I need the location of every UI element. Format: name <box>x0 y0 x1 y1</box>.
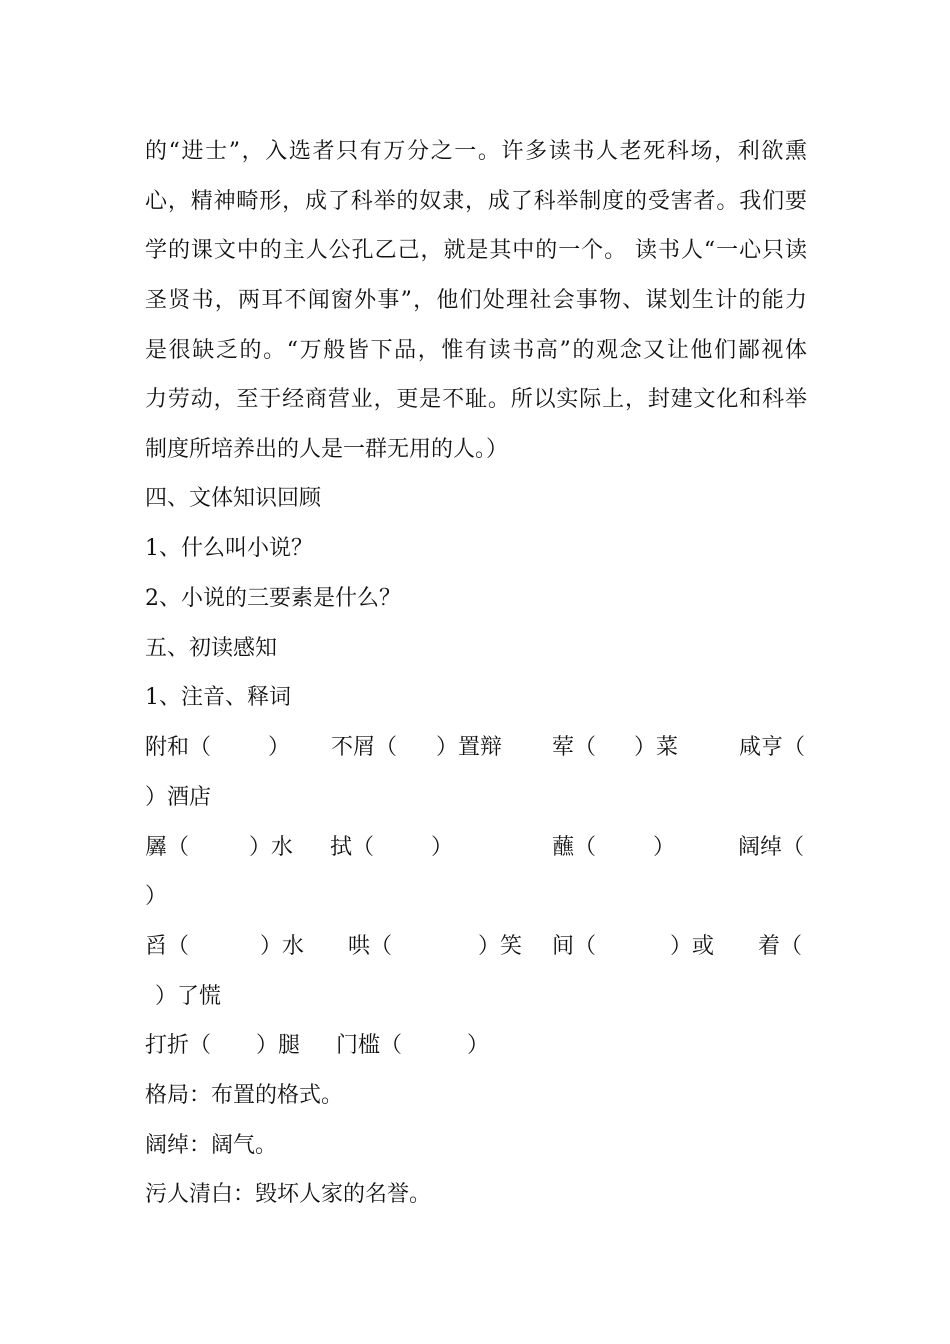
vocab-item: 打折（ <box>145 1033 212 1058</box>
definition-1: 格局：布置的格式。 <box>145 1083 344 1108</box>
vocab-item: ）笑 <box>478 934 523 959</box>
vocab-item: 附和（ <box>145 735 212 760</box>
vocab-item: ）了慌 <box>155 984 222 1009</box>
vocab-item: ）菜 <box>634 735 679 760</box>
vocab-item: ） <box>467 1033 490 1058</box>
vocab-item: ） <box>431 835 454 860</box>
vocab-row-3 <box>145 932 807 962</box>
vocab-row-1-cont: ）酒店 <box>145 785 212 810</box>
vocab-item: ） <box>268 735 291 760</box>
vocab-item: 不屑（ <box>331 735 398 760</box>
vocab-item: ）水 <box>260 934 305 959</box>
intro-line-6: 力劳动，至于经商营业，更是不耻。所以实际上，封建文化和科举 <box>145 387 807 412</box>
vocab-item: 荤（ <box>552 735 597 760</box>
vocab-item: 舀（ <box>145 934 190 959</box>
vocab-row-2 <box>145 833 807 863</box>
vocab-row-2-cont: ） <box>145 884 168 909</box>
subsection-1-heading: 1、注音、释词 <box>145 685 291 710</box>
intro-line-2: 心，精神畸形，成了科举的奴隶，成了科举制度的受害者。我们要 <box>145 189 807 214</box>
vocab-item: 羼（ <box>145 835 190 860</box>
vocab-row-4 <box>145 1031 807 1061</box>
intro-line-4: 圣贤书，两耳不闻窗外事”，他们处理社会事物、谋划生计的能力 <box>145 288 807 313</box>
intro-line-3: 学的课文中的主人公孔乙己，就是其中的一个。 读书人“一心只读 <box>145 238 807 263</box>
section-5-heading: 五、初读感知 <box>145 636 278 661</box>
vocab-item: 门槛（ <box>336 1033 403 1058</box>
question-1: 1、什么叫小说？ <box>145 536 313 561</box>
intro-line-1: 的“进士”，入选者只有万分之一。许多读书人老死科场，利欲熏 <box>145 139 807 164</box>
vocab-item: 蘸（ <box>552 835 597 860</box>
vocab-item: ）或 <box>670 934 715 959</box>
vocab-item: ） <box>653 835 676 860</box>
vocab-row-1 <box>145 733 807 763</box>
definition-3: 污人清白：毁坏人家的名誉。 <box>145 1182 432 1207</box>
question-2: 2、小说的三要素是什么？ <box>145 586 401 611</box>
vocab-row-3-cont <box>145 982 807 1012</box>
vocab-item: 间（ <box>552 934 597 959</box>
section-4-heading: 四、文体知识回顾 <box>145 486 322 511</box>
definition-2: 阔绰：阔气。 <box>145 1133 278 1158</box>
vocab-item: ）腿 <box>256 1033 301 1058</box>
vocab-item: 着（ <box>758 934 803 959</box>
vocab-item: 阔绰（ <box>738 835 805 860</box>
vocab-item: 哄（ <box>348 934 393 959</box>
vocab-item: 咸亨（ <box>739 735 806 760</box>
vocab-item: ）水 <box>249 835 294 860</box>
intro-line-5: 是很缺乏的。“万般皆下品，惟有读书高”的观念又让他们鄙视体 <box>145 338 807 363</box>
intro-line-7: 制度所培养出的人是一群无用的人。） <box>145 437 509 462</box>
vocab-item: 拭（ <box>330 835 375 860</box>
vocab-item: ）置辩 <box>436 735 503 760</box>
